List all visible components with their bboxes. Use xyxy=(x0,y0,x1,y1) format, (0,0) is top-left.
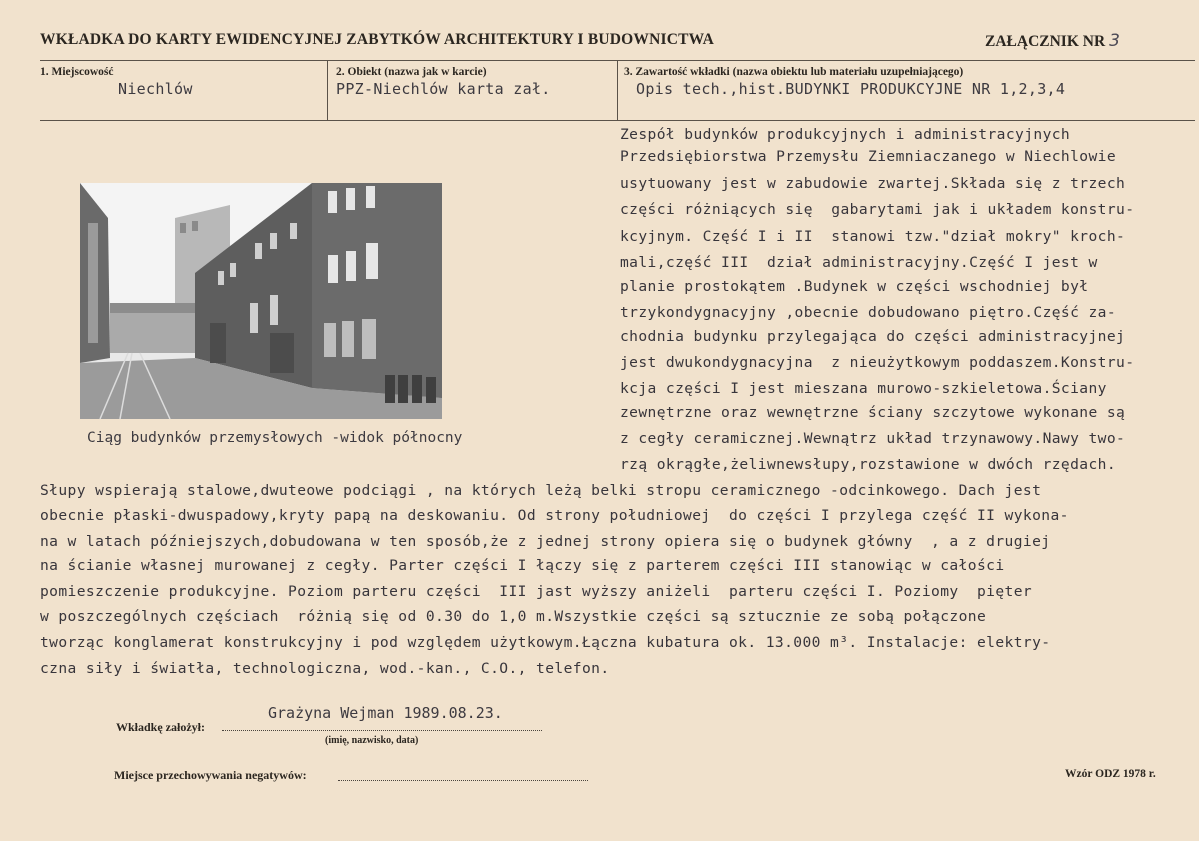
body-line: Zespół budynków produkcyjnych i administracyjnych xyxy=(620,126,1071,143)
body-line: pomieszczenie produkcyjne. Poziom parteru części III jast wyższy aniżeli parteru części I. Poziomy pięter xyxy=(40,583,1033,600)
annex-label-text: ZAŁĄCZNIK NR xyxy=(985,33,1106,50)
body-line: Przedsiębiorstwa Przemysłu Ziemniaczanego w Niechlowie xyxy=(620,148,1117,165)
body-line: rzą okrągłe,żeliwnewsłupy,rozstawione w dwóch rzędach. xyxy=(620,456,1117,473)
body-line: zewnętrzne oraz wewnętrzne ściany szczytowe wykonane są xyxy=(620,404,1126,421)
object-label: 2. Obiekt (nazwa jak w karcie) xyxy=(336,66,487,78)
body-line: na w latach późniejszych,dobudowana w ten sposób,że z jednej strony opiera się o budynek główny , a z drugiej xyxy=(40,533,1051,550)
photo-caption: Ciąg budynków przemysłowych -widok północny xyxy=(87,430,463,446)
body-line: części różniących się gabarytami jak i układem konstru- xyxy=(620,201,1135,218)
negatives-line xyxy=(338,780,588,781)
body-line: kcja części I jest mieszana murowo-szkieletowa.Ściany xyxy=(620,380,1107,397)
building-photo xyxy=(80,183,442,419)
field-divider-2 xyxy=(617,60,618,120)
author-label: Wkładkę założył: xyxy=(116,720,205,734)
body-line: planie prostokątem .Budynek w części wschodniej był xyxy=(620,278,1089,295)
author-value: Grażyna Wejman 1989.08.23. xyxy=(268,704,503,722)
negatives-label: Miejsce przechowywania negatywów: xyxy=(114,768,307,782)
body-line: czna siły i światła, technologiczna, wod.-kan., C.O., telefon. xyxy=(40,660,610,677)
author-line xyxy=(222,730,542,731)
body-line: chodnia budynku przylegająca do części administracyjnej xyxy=(620,328,1126,345)
body-line: tworząc konglamerat konstrukcyjny i pod względem użytkowym.Łączna kubatura ok. 13.000 m³. Instalacje: elektry- xyxy=(40,634,1051,651)
author-hint: (imię, nazwisko, data) xyxy=(325,735,419,746)
body-line: obecnie płaski-dwuspadowy,kryty papą na deskowaniu. Od strony południowej do części I przylega część II wykona- xyxy=(40,507,1069,524)
form-version: Wzór ODZ 1978 r. xyxy=(1065,768,1156,780)
body-line: z cegły ceramicznej.Wewnątrz układ trzynawowy.Nawy two- xyxy=(620,430,1126,447)
body-line: jest dwukondygnacyjna z nieużytkowym poddaszem.Konstru- xyxy=(620,354,1135,371)
body-line: kcyjnym. Część I i II stanowi tzw."dział mokry" kroch- xyxy=(620,228,1126,245)
field-divider-1 xyxy=(327,60,328,120)
body-line: na ścianie własnej murowanej z cegły. Parter części I łączy się z parterem części III stanowiąc w całości xyxy=(40,557,1005,574)
body-line: mali,część III dział administracyjny.Część I jest w xyxy=(620,254,1098,271)
form-title: WKŁADKA DO KARTY EWIDENCYJNEJ ZABYTKÓW ARCHITEKTURY I BUDOWNICTWA xyxy=(40,31,715,48)
annex-label xyxy=(985,31,1120,51)
annex-number: 3 xyxy=(1109,31,1120,51)
place-value: Niechlów xyxy=(118,80,193,98)
header-rule-bottom xyxy=(40,120,1195,121)
body-line: trzykondygnacyjny ,obecnie dobudowano piętro.Część za- xyxy=(620,304,1117,321)
body-line: Słupy wspierają stalowe,dwuteowe podciągi , na których leżą belki stropu ceramicznego -odcinkowego. Dach jest xyxy=(40,482,1042,499)
object-value: PPZ-Niechlów karta zał. xyxy=(336,80,551,98)
content-label: 3. Zawartość wkładki (nazwa obiektu lub materiału uzupełniającego) xyxy=(624,66,964,78)
place-label: 1. Miejscowość xyxy=(40,66,114,78)
content-value: Opis tech.,hist.BUDYNKI PRODUKCYJNE NR 1,2,3,4 xyxy=(636,80,1066,98)
body-line: w poszczególnych częściach różnią się od 0.30 do 1,0 m.Wszystkie części są sztucznie ze sobą połączone xyxy=(40,608,987,625)
body-line: usytuowany jest w zabudowie zwartej.Składa się z trzech xyxy=(620,175,1126,192)
